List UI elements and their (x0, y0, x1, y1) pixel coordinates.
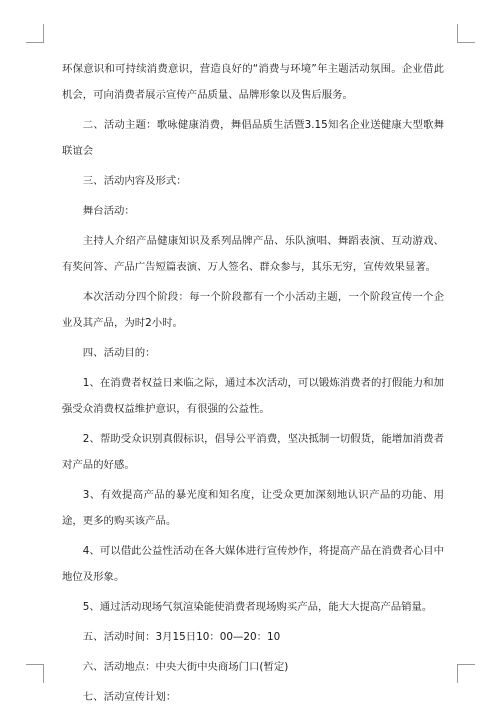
paragraph-activity-location: 六、活动地点：中央大街中央商场门口(暂定) (82, 661, 289, 673)
paragraph-activity-time: 五、活动时间：3月15日10：00—20：10 (82, 631, 281, 643)
crop-mark-top-right-v (457, 24, 458, 43)
crop-mark-bottom-right-v (457, 664, 458, 683)
list-item-purpose-2: 2、帮助受众识别真假标识，倡导公平消费，坚决抵制一切假货，能增加消费者对产品的好感。 (62, 433, 444, 471)
heading-activity-content: 三、活动内容及形式： (82, 175, 187, 187)
crop-mark-top-left-h (26, 42, 44, 43)
paragraph-activity-theme: 二、活动主题：歌咏健康消费，舞倡品质生活暨3.15知名企业送健康大型歌舞联谊会 (62, 119, 444, 157)
heading-activity-purpose: 四、活动目的： (82, 347, 156, 359)
crop-mark-bottom-left-v (43, 664, 44, 683)
list-item-purpose-5: 5、通过活动现场气氛渲染能使消费者现场购买产品，能大大提高产品销量。 (82, 601, 433, 613)
crop-mark-top-right-h (457, 42, 475, 43)
list-item-purpose-3: 3、有效提高产品的暴光度和知名度，让受众更加深刻地认识产品的功能、用途，更多的购买该产品。 (62, 489, 444, 527)
list-item-purpose-4: 4、可以借此公益性活动在各大媒体进行宣传炒作，将提高产品在消费者心目中地位及形象。 (62, 545, 444, 583)
crop-mark-top-left-v (43, 24, 44, 43)
heading-promotion-plan: 七、活动宣传计划： (82, 691, 177, 703)
paragraph-stage-details: 主持人介绍产品健康知识及系列品牌产品、乐队演唱、舞蹈表演、互动游戏、有奖问答、产品广告短篇表演、万人签名、群众参与，其乐无穷，宣传效果显著。 (62, 235, 444, 273)
crop-mark-bottom-right-h (457, 664, 475, 665)
list-item-purpose-1: 1、在消费者权益日来临之际，通过本次活动，可以锻炼消费者的打假能力和加强受众消费权益维护意识，有很强的公益性。 (62, 377, 444, 415)
document-body (62, 56, 444, 714)
paragraph-intro-continued: 环保意识和可持续消费意识，营造良好的“消费与环境”年主题活动氛围。企业借此机会，可向消费者展示宣传产品质量、品牌形象以及售后服务。 (62, 63, 444, 101)
paragraph-four-stages: 本次活动分四个阶段：每一个阶段都有一个小活动主题，一个阶段宣传一个企业及其产品，为时2小时。 (62, 291, 444, 329)
crop-mark-bottom-left-h (26, 664, 44, 665)
paragraph-stage-activity: 舞台活动： (82, 205, 135, 217)
